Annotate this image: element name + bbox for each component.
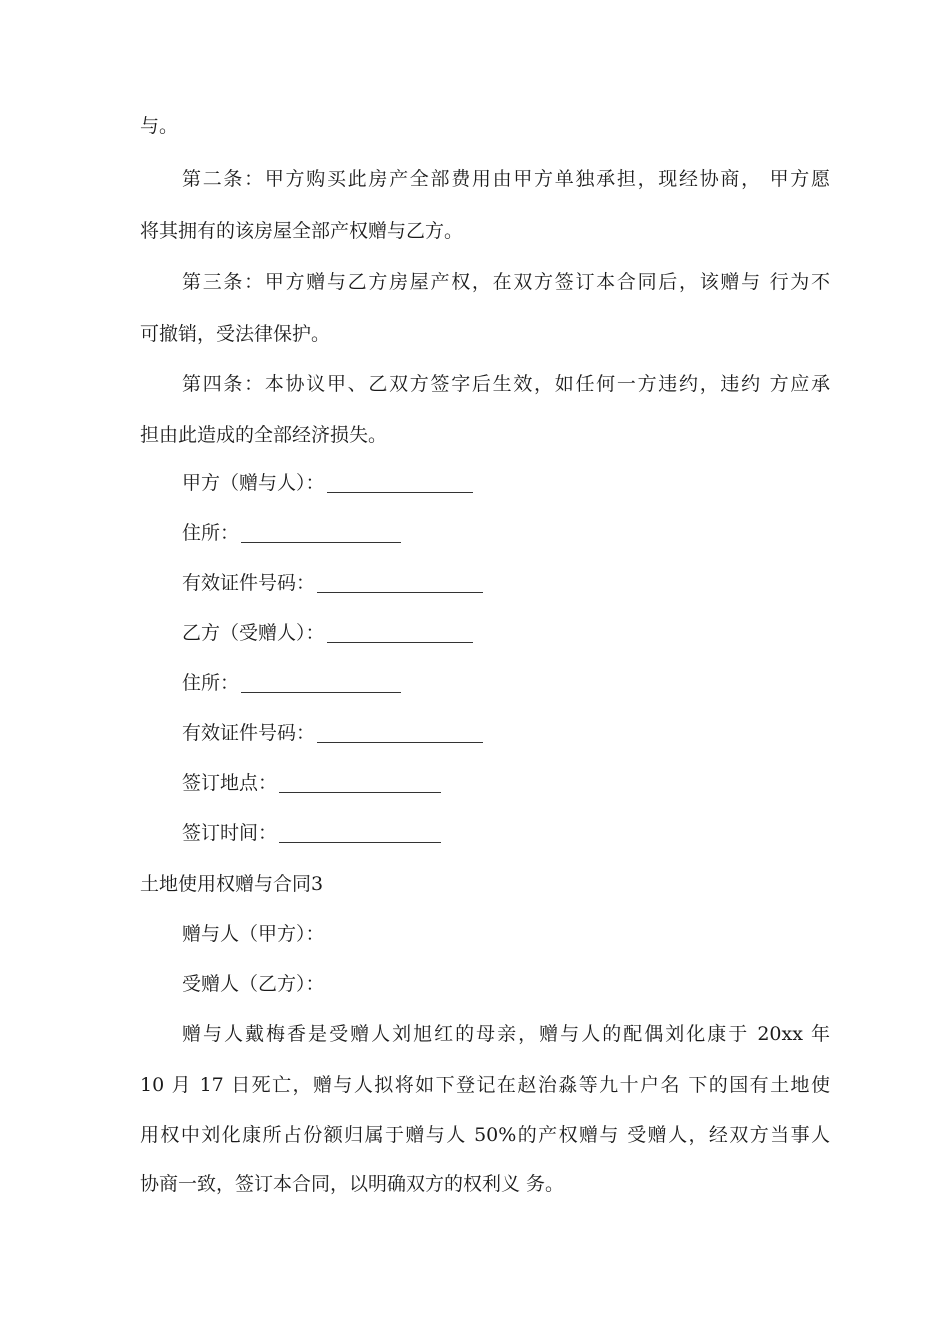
signing-place-blank[interactable] [279,772,441,793]
preamble-line-4: 协商一致，签订本合同，以明确双方的权利义 务。 [140,1173,565,1195]
signing-time-blank[interactable] [279,822,441,843]
article-4-line-2: 担由此造成的全部经济损失。 [140,424,388,446]
party-b-address-field [182,669,830,697]
address-blank[interactable] [241,522,401,543]
field-label: 乙方（受赠人）： [182,622,325,644]
party-a-field [182,469,830,497]
id-number-blank[interactable] [317,722,483,743]
article-2-line-2: 将其拥有的该房屋全部产权赠与乙方。 [140,220,464,242]
field-label: 有效证件号码： [182,572,316,594]
donor-label: 赠与人（甲方）： [182,923,325,945]
field-label: 签订地点： [182,772,278,794]
donee-label: 受赠人（乙方）： [182,973,325,995]
signing-time-field [182,819,830,847]
signing-place-field [182,769,830,797]
field-label: 签订时间： [182,822,278,844]
field-label: 甲方（赠与人）： [182,472,325,494]
section-title: 土地使用权赠与合同3 [140,873,324,895]
field-label: 住所： [182,672,240,694]
preamble-line-1: 赠与人戴梅香是受赠人刘旭红的母亲，赠与人的配偶刘化康于 20xx 年 [182,1023,830,1045]
party-b-field [182,619,830,647]
article-3-line-2: 可撤销，受法律保护。 [140,323,331,345]
party-b-id-field [182,719,830,747]
article-2-line-1: 第二条：甲方购买此房产全部费用由甲方单独承担，现经协商， 甲方愿 [182,168,830,190]
article-4-line-1: 第四条：本协议甲、乙双方签字后生效，如任何一方违约，违约 方应承 [182,373,830,395]
paragraph-line: 与。 [140,115,179,137]
party-a-address-field [182,519,830,547]
preamble-line-2: 10 月 17 日死亡，赠与人拟将如下登记在赵治淼等九十户名 下的国有土地使 [140,1074,830,1096]
field-label: 有效证件号码： [182,722,316,744]
address-blank[interactable] [241,672,401,693]
article-3-line-1: 第三条：甲方赠与乙方房屋产权，在双方签订本合同后，该赠与 行为不 [182,271,830,293]
signature-blank[interactable] [327,622,473,643]
field-label: 住所： [182,522,240,544]
id-number-blank[interactable] [317,572,483,593]
signature-blank[interactable] [327,472,473,493]
preamble-line-3: 用权中刘化康所占份额归属于赠与人 50%的产权赠与 受赠人，经双方当事人 [140,1124,830,1146]
party-a-id-field [182,569,830,597]
